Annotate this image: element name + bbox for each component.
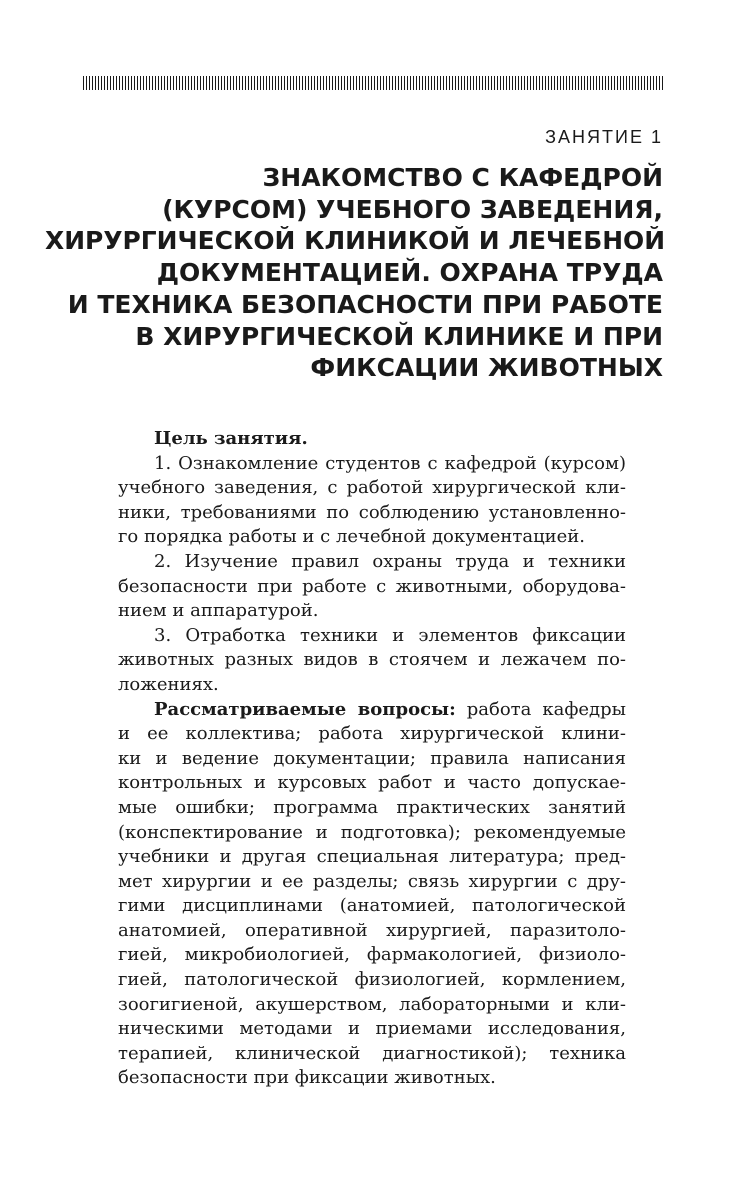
text-line: и ее коллектива; работа хирургической клини-: [118, 723, 626, 745]
text-line: ническими методами и приемами исследования,: [118, 1018, 626, 1040]
text-line: (конспектирование и подготовка); рекомендуемые: [118, 821, 626, 843]
goal-item-1: [118, 452, 626, 550]
title-line: ФИКСАЦИИ ЖИВОТНЫХ: [310, 353, 663, 383]
text-line: терапией, клинической диагностикой); техника: [118, 1042, 626, 1064]
text-line: учебники и другая специальная литература; пред-: [118, 846, 626, 868]
text-line: животных разных видов в стоячем и лежачем по-: [118, 649, 626, 671]
text-line: мет хирургии и ее разделы; связь хирургии с дру-: [118, 870, 626, 892]
text-line: 2. Изучение правил охраны труда и техники: [154, 550, 626, 572]
text-line: гией, патологической физиологией, кормлением,: [118, 969, 626, 991]
text-line: нием и аппаратурой.: [118, 600, 319, 622]
text-line: безопасности при фиксации животных.: [118, 1067, 496, 1089]
title-line: И ТЕХНИКА БЕЗОПАСНОСТИ ПРИ РАБОТЕ: [67, 289, 663, 319]
text-line: ки и ведение документации; правила написания: [118, 747, 626, 769]
text-line: го порядка работы и с лечебной документацией.: [118, 526, 586, 548]
text-line: анатомией, оперативной хирургией, паразитоло-: [118, 919, 626, 941]
goal-heading: [118, 427, 626, 452]
title-line: ЗНАКОМСТВО С КАФЕДРОЙ: [262, 163, 663, 192]
text-line: 3. Отработка техники и элементов фиксации: [154, 624, 626, 646]
title-line: ХИРУРГИЧЕСКОЙ КЛИНИКОЙ И ЛЕЧЕБНОЙ: [44, 226, 666, 256]
text-line: гией, микробиологией, фармакологией, физиоло-: [118, 944, 626, 966]
text-line: мые ошибки; программа практических занятий: [118, 796, 626, 818]
header-decorative-rule: [83, 76, 663, 90]
text-line: учебного заведения, с работой хирургической кли-: [118, 477, 626, 499]
goal-item-2: [118, 550, 626, 624]
title-line: (КУРСОМ) УЧЕБНОГО ЗАВЕДЕНИЯ,: [162, 194, 663, 224]
chapter-title: [43, 162, 666, 384]
goal-item-3: [118, 624, 626, 698]
topics-first-line: [118, 698, 626, 723]
topics-label: Рассматриваемые вопросы:: [154, 698, 456, 720]
text-line: ники, требованиями по соблюдению установленно-: [118, 501, 626, 523]
text-line: безопасности при работе с животными, оборудова-: [118, 575, 626, 597]
text-line: контрольных и курсовых работ и часто допускае-: [118, 772, 626, 794]
title-line: В ХИРУРГИЧЕСКОЙ КЛИНИКЕ И ПРИ: [135, 321, 663, 351]
text-line: 1. Ознакомление студентов с кафедрой (курсом): [154, 452, 626, 474]
title-line: ДОКУМЕНТАЦИЕЙ. ОХРАНА ТРУДА: [156, 258, 663, 288]
topics-first-line-rest: работа кафедры: [455, 698, 626, 720]
text-line: ложениях.: [118, 673, 219, 695]
topics-paragraph: [118, 698, 626, 1092]
lesson-label: ЗАНЯТИЕ 1: [545, 127, 663, 147]
text-line: гими дисциплинами (анатомией, патологической: [118, 895, 626, 917]
text-line: зоогигиеной, акушерством, лабораторными и кли-: [118, 993, 626, 1015]
goal-heading-text: Цель занятия.: [154, 428, 308, 449]
lesson-body: [118, 427, 626, 1091]
